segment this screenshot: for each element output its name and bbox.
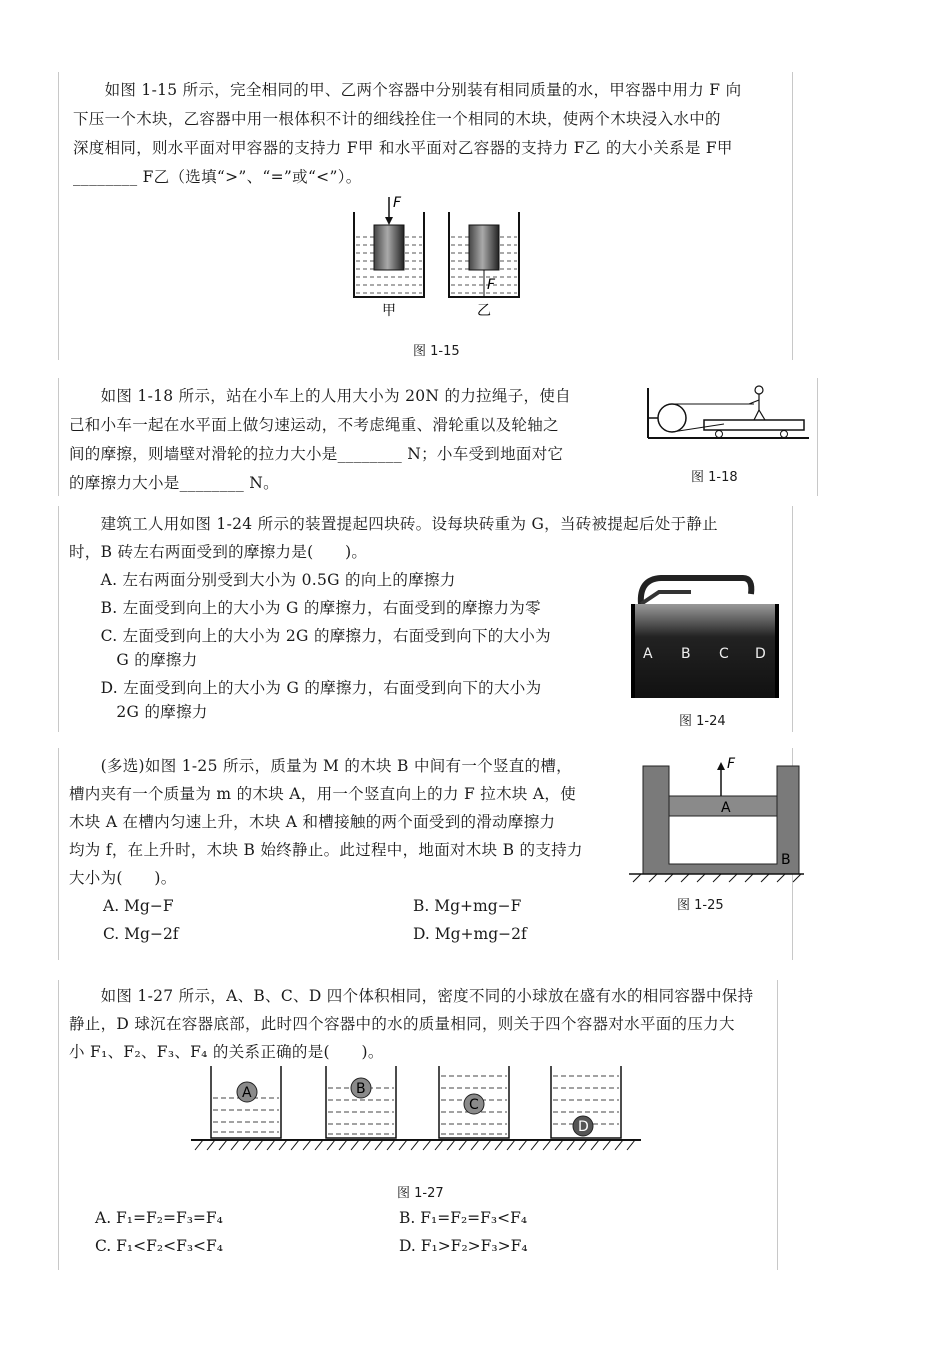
brick-label-b: B	[681, 646, 691, 662]
ball-label-d: D	[578, 1119, 589, 1135]
q2-line-4: 的摩擦力大小是________ N。	[69, 474, 279, 492]
q4-option-a: A. Mg−F	[103, 897, 174, 915]
q4-option-b: B. Mg+mg−F	[413, 897, 522, 915]
q4-line-4: 均为 f，在上升时，木块 B 始终静止。此过程中，地面对木块 B 的支持力	[69, 841, 583, 859]
container-c	[439, 1066, 509, 1138]
wood-block-jia	[374, 225, 404, 270]
q2-line-2: 己和小车一起在水平面上做匀速运动，不考虑绳重、滑轮重以及轮轴之	[69, 416, 559, 434]
figure-1-25	[629, 754, 804, 884]
q3-option-a: A. 左右两面分别受到大小为 0.5G 的向上的摩擦力	[69, 571, 456, 589]
container-b	[326, 1066, 396, 1138]
string-label: F	[487, 277, 496, 293]
q4-line-1: (多选)如图 1-25 所示，质量为 M 的木块 B 中间有一个竖直的槽，	[69, 757, 572, 775]
q1-line-2: 下压一个木块，乙容器中用一根体积不计的细线拴住一个相同的木块，使两个木块浸入水中的	[73, 110, 721, 128]
q1-line-4: ________ F乙（选填“>”、“=”或“<”）。	[73, 168, 362, 186]
q3-option-b: B. 左面受到向上的大小为 G 的摩擦力，右面受到的摩擦力为零	[69, 599, 541, 617]
container-d	[551, 1066, 621, 1138]
q3-option-c-cont: G 的摩擦力	[69, 651, 198, 669]
figure-1-24	[631, 574, 781, 699]
ball-label-a: A	[242, 1085, 252, 1101]
q1-line-3: 深度相同，则水平面对甲容器的支持力 F甲 和水平面对乙容器的支持力 F乙 的大小关系是 F甲	[73, 139, 733, 157]
brick-label-a: A	[643, 646, 653, 662]
q2-line-3: 间的摩擦，则墙壁对滑轮的拉力大小是________ N；小车受到地面对它	[69, 445, 564, 463]
q3-line-2: 时，B 砖左右两面受到的摩擦力是( )。	[69, 543, 368, 561]
label-jia: 甲	[382, 303, 396, 319]
ball-label-b: B	[356, 1081, 366, 1097]
caption-1-15: 图 1-15	[413, 344, 460, 359]
q5-line-3: 小 F₁、F₂、F₃、F₄ 的关系正确的是( )。	[69, 1043, 384, 1061]
q3-option-d-cont: 2G 的摩擦力	[69, 703, 208, 721]
q3-option-c: C. 左面受到向上的大小为 2G 的摩擦力，右面受到向下的大小为	[69, 627, 551, 645]
q3-option-d: D. 左面受到向上的大小为 G 的摩擦力，右面受到向下的大小为	[69, 679, 542, 697]
question-3-panel	[58, 506, 793, 732]
caption-1-25: 图 1-25	[677, 898, 724, 913]
wood-block-yi	[469, 225, 499, 270]
brick-label-d: D	[755, 646, 766, 662]
person	[749, 386, 765, 420]
q5-option-d: D. F₁>F₂>F₃>F₄	[399, 1237, 528, 1255]
q5-option-b: B. F₁=F₂=F₃<F₄	[399, 1209, 528, 1227]
container-jia	[354, 195, 424, 297]
label-yi: 乙	[477, 303, 491, 319]
figure-1-27	[191, 1066, 641, 1156]
caption-1-27: 图 1-27	[397, 1186, 444, 1201]
q4-option-c: C. Mg−2f	[103, 925, 179, 943]
label-a: A	[721, 800, 731, 816]
q4-line-5: 大小为( )。	[69, 869, 177, 887]
q5-option-c: C. F₁<F₂<F₃<F₄	[95, 1237, 223, 1255]
force-label-f: F	[727, 756, 736, 772]
q1-line-1: 如图 1-15 所示，完全相同的甲、乙两个容器中分别装有相同质量的水，甲容器中用力 F 向	[73, 81, 742, 99]
q4-line-3: 木块 A 在槽内匀速上升，木块 A 和槽接触的两个面受到的滑动摩擦力	[69, 813, 556, 831]
question-5-panel	[58, 980, 778, 1270]
force-label-jia: F	[393, 195, 402, 211]
brick-label-c: C	[719, 646, 729, 662]
figure-1-15	[349, 195, 549, 319]
q5-option-a: A. F₁=F₂=F₃=F₄	[95, 1209, 223, 1227]
pulley	[658, 404, 686, 432]
container-yi	[449, 212, 519, 297]
label-b: B	[781, 852, 791, 868]
figure-1-18	[644, 384, 814, 444]
q5-line-1: 如图 1-27 所示，A、B、C、D 四个体积相同，密度不同的小球放在盛有水的相同容器中保持	[69, 987, 754, 1005]
q4-option-d: D. Mg+mg−2f	[413, 925, 527, 943]
question-4-panel	[58, 748, 793, 960]
caption-1-24: 图 1-24	[679, 714, 726, 729]
ball-label-c: C	[469, 1097, 479, 1113]
container-a	[211, 1066, 281, 1138]
caption-1-18: 图 1-18	[691, 470, 738, 485]
question-1-panel	[58, 72, 793, 360]
q3-line-1: 建筑工人用如图 1-24 所示的装置提起四块砖。设每块砖重为 G，当砖被提起后处于静止	[69, 515, 718, 533]
q2-line-1: 如图 1-18 所示，站在小车上的人用大小为 20N 的力拉绳子，使自	[69, 387, 571, 405]
q4-line-2: 槽内夹有一个质量为 m 的木块 A，用一个竖直向上的力 F 拉木块 A，使	[69, 785, 577, 803]
question-2-panel	[58, 378, 818, 496]
q5-line-2: 静止，D 球沉在容器底部，此时四个容器中的水的质量相同，则关于四个容器对水平面的压力大	[69, 1015, 735, 1033]
